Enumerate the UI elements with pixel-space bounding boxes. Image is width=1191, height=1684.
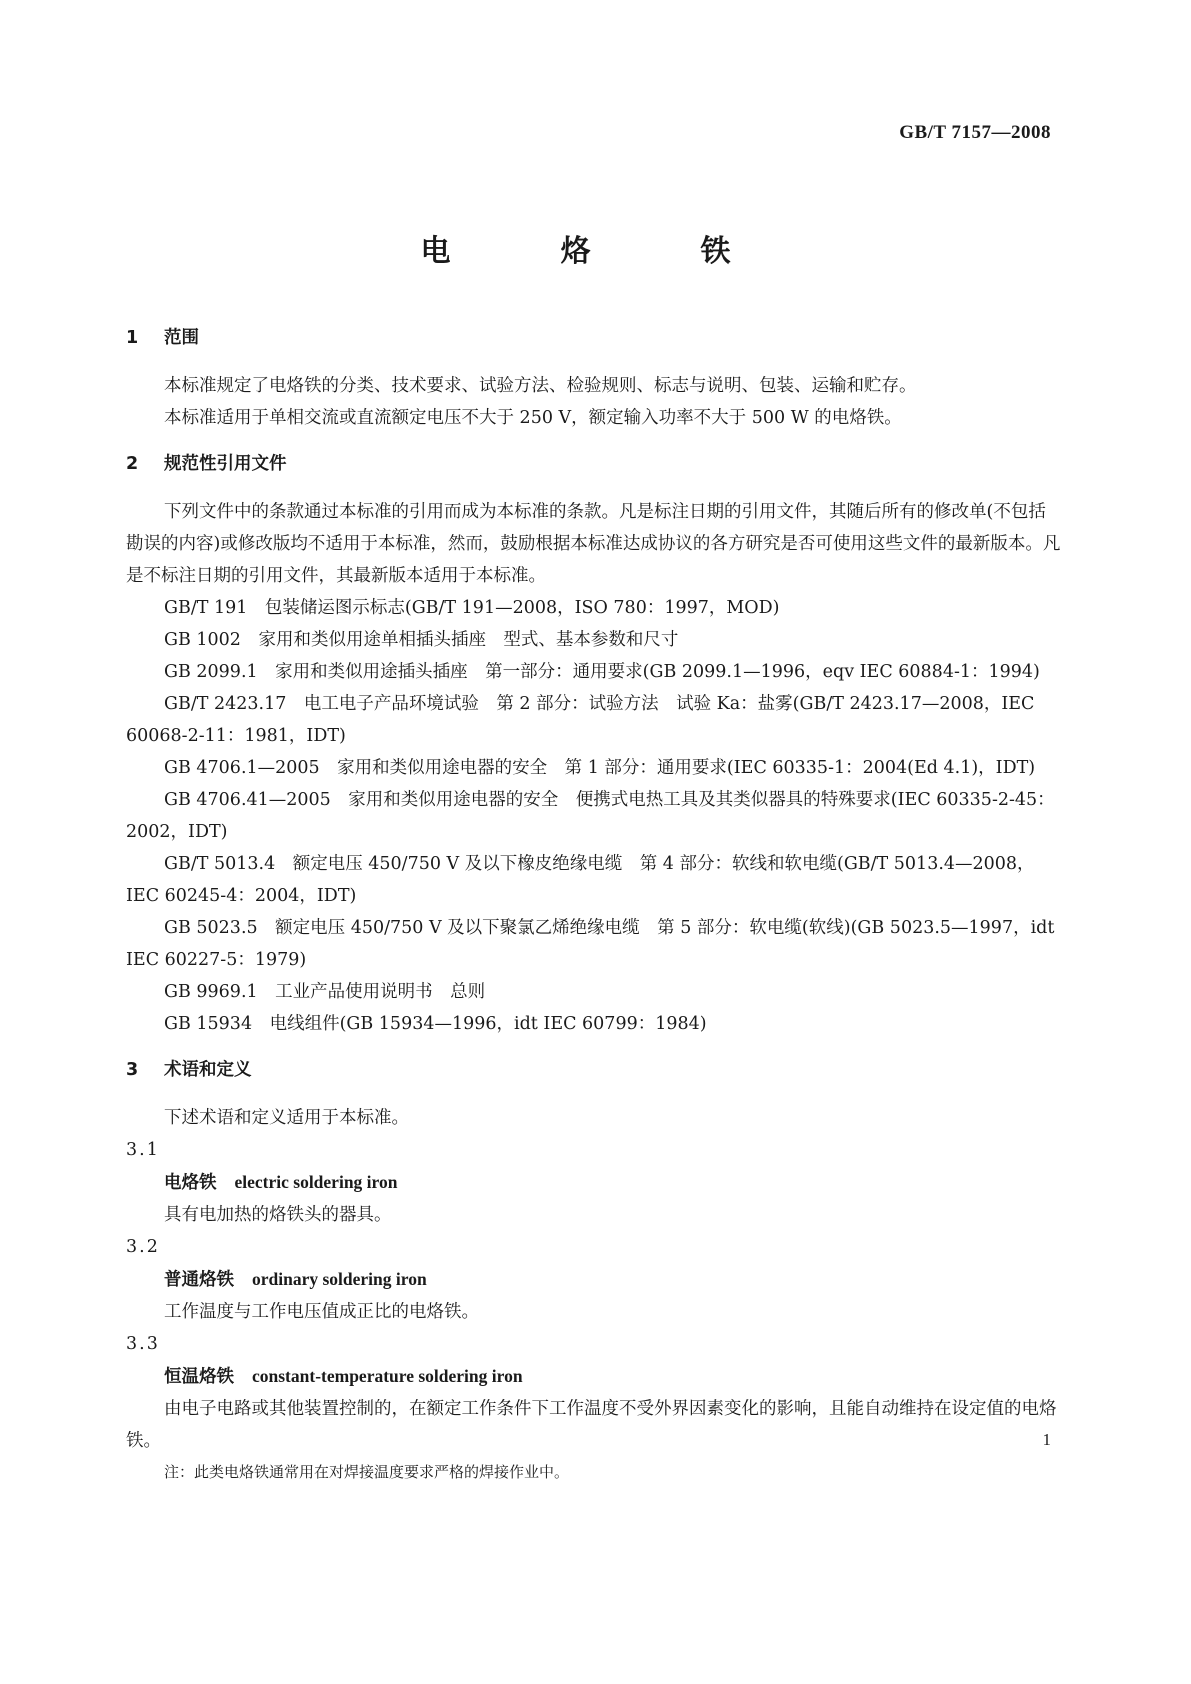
term-name-zh: 普通烙铁 xyxy=(164,1270,234,1290)
term-number: 3.1 xyxy=(126,1140,160,1160)
note: 注：此类电烙铁通常用在对焊接温度要求严格的焊接作业中。 xyxy=(164,1463,570,1481)
standard-code: GB/T 7157—2008 xyxy=(899,122,1051,143)
term-definition: 工作温度与工作电压值成正比的电烙铁。 xyxy=(164,1302,479,1322)
term-name-zh: 恒温烙铁 xyxy=(164,1367,234,1387)
reference-item: GB 9969.1 工业产品使用说明书 总则 xyxy=(164,982,486,1002)
reference-item: GB 4706.41—2005 家用和类似用途电器的安全 便携式电热工具及其类似器具的特殊要求(IEC 60335-2-45：2002，IDT) xyxy=(126,790,1055,842)
section-title: 范围 xyxy=(164,328,199,348)
reference-item: GB 1002 家用和类似用途单相插头插座 型式、基本参数和尺寸 xyxy=(164,630,679,650)
reference-item: GB/T 5013.4 额定电压 450/750 V 及以下橡皮绝缘电缆 第 4 部分：软线和软电缆(GB/T 5013.4—2008，IEC 60245-4：2004，IDT) xyxy=(126,854,1035,906)
term-definition: 由电子电路或其他装置控制的，在额定工作条件下工作温度不受外界因素变化的影响，且能自动维持在设定值的电烙铁。 xyxy=(126,1399,1057,1451)
document-title: 电 烙 铁 xyxy=(420,234,771,269)
section-title: 规范性引用文件 xyxy=(164,454,287,474)
paragraph: 本标准规定了电烙铁的分类、技术要求、试验方法、检验规则、标志与说明、包装、运输和贮存。 xyxy=(164,376,917,396)
reference-item: GB 15934 电线组件(GB 15934—1996，idt IEC 60799：1984) xyxy=(164,1014,707,1034)
section-2-heading xyxy=(126,448,1061,480)
reference-item: GB/T 2423.17 电工电子产品环境试验 第 2 部分：试验方法 试验 Ka：盐雾(GB/T 2423.17—2008，IEC 60068-2-11：1981，IDT) xyxy=(126,694,1035,746)
term-name-en: electric soldering iron xyxy=(234,1172,398,1192)
section-number: 1 xyxy=(126,328,139,348)
section-3-heading xyxy=(126,1054,1061,1086)
section-number: 2 xyxy=(126,454,139,474)
term-number: 3.3 xyxy=(126,1334,160,1354)
paragraph: 下列文件中的条款通过本标准的引用而成为本标准的条款。凡是标注日期的引用文件，其随后所有的修改单(不包括勘误的内容)或修改版均不适用于本标准，然而，鼓励根据本标准达成协议的各方研究是否可使用这些文件的最新版本。凡是不标注日期的引用文件，其最新版本适用于本标准。 xyxy=(126,502,1061,586)
section-title: 术语和定义 xyxy=(164,1060,252,1080)
document-body xyxy=(126,322,1061,1487)
reference-item: GB 5023.5 额定电压 450/750 V 及以下聚氯乙烯绝缘电缆 第 5 部分：软电缆(软线)(GB 5023.5—1997，idt IEC 60227-5：1979) xyxy=(126,918,1055,970)
term-name xyxy=(126,1166,1061,1199)
section-number: 3 xyxy=(126,1060,139,1080)
term-name-en: constant-temperature soldering iron xyxy=(252,1366,523,1386)
section-1-heading xyxy=(126,322,1061,354)
term-name xyxy=(126,1360,1061,1393)
term-number: 3.2 xyxy=(126,1237,160,1257)
page-number: 1 xyxy=(1042,1430,1051,1449)
reference-item: GB/T 191 包装储运图示标志(GB/T 191—2008，ISO 780：1997，MOD) xyxy=(164,598,780,618)
term-name-en: ordinary soldering iron xyxy=(252,1269,427,1289)
term-definition: 具有电加热的烙铁头的器具。 xyxy=(164,1205,392,1225)
reference-item: GB 4706.1—2005 家用和类似用途电器的安全 第 1 部分：通用要求(IEC 60335-1：2004(Ed 4.1)，IDT) xyxy=(164,758,1036,778)
reference-item: GB 2099.1 家用和类似用途插头插座 第一部分：通用要求(GB 2099.1—1996，eqv IEC 60884-1：1994) xyxy=(164,662,1040,682)
term-name-zh: 电烙铁 xyxy=(164,1173,217,1193)
paragraph: 下述术语和定义适用于本标准。 xyxy=(164,1108,409,1128)
paragraph: 本标准适用于单相交流或直流额定电压不大于 250 V，额定输入功率不大于 500 W 的电烙铁。 xyxy=(164,408,902,428)
term-name xyxy=(126,1263,1061,1296)
